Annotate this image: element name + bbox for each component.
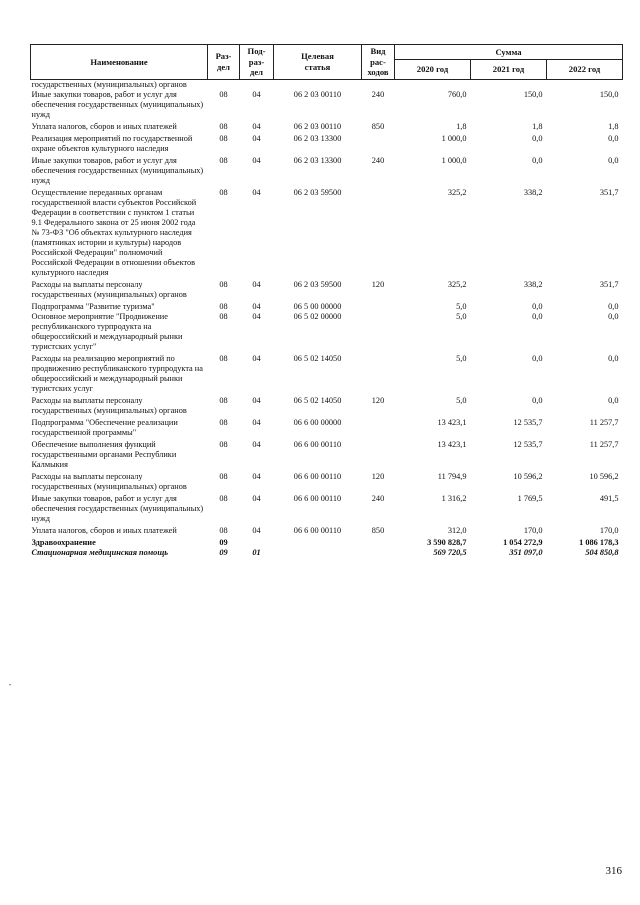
cell-name: Расходы на реализацию мероприятий по продвижению республиканского турпродукта на общероссийский и международный рынки туристских услуг [31, 353, 203, 393]
cell-sum-2021: 0,0 [532, 311, 543, 321]
cell-sum-2020: 5,0 [456, 353, 467, 363]
header-vid: Вид рас- ходов [362, 45, 395, 80]
cell-sum-2020: 1 000,0 [441, 133, 467, 143]
table-row [31, 354, 623, 396]
table-row [31, 538, 623, 548]
cell-sum-2022: 170,0 [599, 525, 619, 535]
cell-sum-2021: 338,2 [523, 187, 543, 197]
cell-name: Иные закупки товаров, работ и услуг для обеспечения государственных (муниципальных) нужд [31, 493, 204, 523]
cell-razdel: 08 [219, 311, 228, 321]
cell-target: 06 2 03 59500 [293, 279, 342, 289]
cell-sum-2021: 12 535,7 [513, 439, 543, 449]
cell-vid [362, 440, 395, 472]
cell-podrazdel: 04 [252, 311, 261, 321]
cell-sum-2022: 11 257,7 [589, 417, 619, 427]
cell-sum-2020: 569 720,5 [433, 547, 467, 557]
cell-podrazdel: 04 [252, 395, 261, 405]
cell-razdel: 09 [219, 537, 228, 547]
table-row [31, 472, 623, 494]
cell-podrazdel: 04 [252, 417, 261, 427]
cell-name: Здравоохранение [31, 537, 96, 547]
cell-name: Реализация мероприятий по государственной охране объектов культурного наследия [31, 133, 193, 153]
cell-sum-2020: 312,0 [447, 525, 467, 535]
table-row [31, 312, 623, 354]
cell-vid: 850 [371, 525, 385, 535]
cell-podrazdel [240, 79, 274, 90]
header-year-2021: 2021 год [471, 60, 547, 80]
cell-sum-2021: 0,0 [532, 133, 543, 143]
cell-name: Осуществление переданных органам государственной власти субъектов Российской Федерации в соответствии с пунктом 1 статьи 9.1 Федерального закона от 25 июня 2002 года № 73-ФЗ "Об объектах культурного наследия (памятниках истории и культуры) народов Российской Федерации" полномочий Российской Федерации в отношении объектов культурного наследия [31, 187, 197, 277]
cell-sum-2020: 760,0 [447, 89, 467, 99]
cell-name: Расходы на выплаты персоналу государственных (муниципальных) органов [31, 279, 187, 299]
cell-target: 06 2 03 00110 [293, 121, 342, 131]
cell-target: 06 2 03 13300 [293, 133, 342, 143]
cell-target: 06 2 03 00110 [293, 89, 342, 99]
cell-vid [362, 312, 395, 354]
cell-sum-2021 [471, 79, 547, 90]
cell-sum-2022: 1,8 [608, 121, 619, 131]
cell-sum-2020 [395, 79, 471, 90]
cell-razdel [208, 79, 240, 90]
cell-sum-2021: 10 596,2 [513, 471, 543, 481]
table-row [31, 396, 623, 418]
table-row [31, 156, 623, 188]
cell-podrazdel [240, 538, 274, 548]
cell-vid [362, 538, 395, 548]
header-year-2020: 2020 год [395, 60, 471, 80]
cell-target: 06 6 00 00110 [293, 471, 342, 481]
cell-target: 06 5 02 14050 [293, 395, 342, 405]
cell-sum-2021: 170,0 [523, 525, 543, 535]
cell-podrazdel: 04 [252, 89, 261, 99]
cell-name: Иные закупки товаров, работ и услуг для обеспечения государственных (муниципальных) нужд [31, 155, 204, 185]
cell-target [274, 548, 362, 560]
cell-podrazdel: 04 [252, 439, 261, 449]
table-row [31, 280, 623, 302]
cell-vid: 240 [371, 155, 385, 165]
cell-razdel: 08 [219, 155, 228, 165]
cell-sum-2022: 11 257,7 [589, 439, 619, 449]
cell-target: 06 6 00 00110 [293, 439, 342, 449]
cell-name: Подпрограмма "Обеспечение реализации государственной программы" [31, 417, 178, 437]
cell-target [274, 79, 362, 90]
table-row [31, 79, 623, 90]
cell-podrazdel: 01 [252, 547, 261, 557]
cell-vid [362, 418, 395, 440]
cell-podrazdel: 04 [252, 133, 261, 143]
cell-sum-2020: 13 423,1 [437, 417, 467, 427]
cell-sum-2020: 1 316,2 [441, 493, 467, 503]
cell-razdel: 08 [219, 439, 228, 449]
cell-sum-2021: 150,0 [523, 89, 543, 99]
cell-sum-2022: 0,0 [608, 395, 619, 405]
cell-sum-2022: 1 086 178,3 [579, 537, 619, 547]
scan-speck: • [9, 683, 12, 689]
header-podrazdel: Под- раз- дел [240, 45, 274, 80]
cell-name: Иные закупки товаров, работ и услуг для обеспечения государственных (муниципальных) нужд [31, 89, 204, 119]
cell-sum-2022: 491,5 [599, 493, 619, 503]
cell-sum-2021: 0,0 [532, 155, 543, 165]
cell-razdel: 08 [219, 89, 228, 99]
cell-razdel: 08 [219, 301, 228, 311]
cell-sum-2022: 10 596,2 [589, 471, 619, 481]
cell-razdel: 08 [219, 417, 228, 427]
cell-sum-2020: 325,2 [447, 279, 467, 289]
cell-razdel: 08 [219, 133, 228, 143]
cell-razdel: 08 [219, 493, 228, 503]
cell-podrazdel: 04 [252, 187, 261, 197]
cell-razdel: 08 [219, 121, 228, 131]
cell-sum-2021: 1,8 [532, 121, 543, 131]
header-year-2022: 2022 год [547, 60, 623, 80]
cell-podrazdel: 04 [252, 155, 261, 165]
cell-sum-2022: 0,0 [608, 353, 619, 363]
cell-sum-2020: 5,0 [456, 395, 467, 405]
table-row [31, 494, 623, 526]
cell-sum-2020: 5,0 [456, 301, 467, 311]
cell-sum-2020: 1,8 [456, 121, 467, 131]
cell-sum-2020: 3 590 828,7 [427, 537, 467, 547]
header-sum: Сумма [395, 45, 623, 60]
cell-target: 06 6 00 00110 [293, 525, 342, 535]
cell-target: 06 6 00 00000 [293, 417, 342, 427]
cell-razdel: 08 [219, 353, 228, 363]
header-name: Наименование [31, 45, 208, 80]
cell-razdel: 08 [219, 395, 228, 405]
cell-vid: 240 [371, 89, 385, 99]
budget-table-sheet [30, 44, 622, 560]
cell-name: Основное мероприятие "Продвижение республиканского турпродукта на общероссийский и международный рынки туристских услуг" [31, 311, 183, 351]
cell-sum-2022: 0,0 [608, 311, 619, 321]
cell-podrazdel: 04 [252, 471, 261, 481]
cell-name: Обеспечение выполнения функций государственными органами Республики Калмыкия [31, 439, 177, 469]
cell-razdel: 08 [219, 279, 228, 289]
cell-name: Расходы на выплаты персоналу государственных (муниципальных) органов [31, 395, 187, 415]
cell-sum-2022: 504 850,8 [585, 547, 619, 557]
header-razdel: Раз- дел [208, 45, 240, 80]
cell-target: 06 2 03 59500 [293, 187, 342, 197]
table-row [31, 526, 623, 538]
cell-target: 06 6 00 00110 [293, 493, 342, 503]
cell-podrazdel: 04 [252, 301, 261, 311]
cell-name: Подпрограмма "Развитие туризма" [31, 301, 155, 311]
cell-sum-2022 [547, 79, 623, 90]
cell-podrazdel: 04 [252, 353, 261, 363]
cell-podrazdel: 04 [252, 279, 261, 289]
cell-sum-2020: 13 423,1 [437, 439, 467, 449]
cell-sum-2022: 351,7 [599, 187, 619, 197]
header-target: Целевая статья [274, 45, 362, 80]
cell-sum-2021: 0,0 [532, 301, 543, 311]
table-header [31, 45, 623, 80]
cell-sum-2020: 5,0 [456, 311, 467, 321]
cell-vid: 120 [371, 471, 385, 481]
cell-vid: 120 [371, 395, 385, 405]
cell-sum-2020: 325,2 [447, 187, 467, 197]
cell-name: государственных (муниципальных) органов [31, 79, 187, 89]
cell-sum-2021: 1 054 272,9 [503, 537, 543, 547]
cell-target: 06 5 02 14050 [293, 353, 342, 363]
cell-target: 06 5 00 00000 [293, 301, 342, 311]
cell-razdel: 09 [219, 547, 228, 557]
cell-sum-2021: 351 097,0 [509, 547, 543, 557]
cell-sum-2021: 1 769,5 [517, 493, 543, 503]
table-row [31, 134, 623, 156]
cell-vid [362, 188, 395, 280]
cell-sum-2022: 150,0 [599, 89, 619, 99]
cell-sum-2021: 12 535,7 [513, 417, 543, 427]
cell-vid: 240 [371, 493, 385, 503]
cell-vid [362, 134, 395, 156]
cell-vid: 120 [371, 279, 385, 289]
table-row [31, 440, 623, 472]
cell-name: Уплата налогов, сборов и иных платежей [31, 525, 177, 535]
cell-sum-2020: 11 794,9 [437, 471, 467, 481]
cell-vid [362, 302, 395, 312]
cell-name: Уплата налогов, сборов и иных платежей [31, 121, 177, 131]
cell-podrazdel: 04 [252, 121, 261, 131]
cell-sum-2021: 338,2 [523, 279, 543, 289]
table-row [31, 548, 623, 560]
cell-sum-2021: 0,0 [532, 395, 543, 405]
cell-vid: 850 [371, 121, 385, 131]
cell-sum-2022: 0,0 [608, 301, 619, 311]
cell-podrazdel: 04 [252, 493, 261, 503]
cell-name: Расходы на выплаты персоналу государственных (муниципальных) органов [31, 471, 187, 491]
table-row [31, 302, 623, 312]
cell-vid [362, 548, 395, 560]
cell-target [274, 538, 362, 548]
cell-sum-2020: 1 000,0 [441, 155, 467, 165]
table-row [31, 418, 623, 440]
table-body [31, 79, 623, 560]
cell-vid [362, 79, 395, 90]
cell-sum-2022: 0,0 [608, 133, 619, 143]
cell-sum-2021: 0,0 [532, 353, 543, 363]
table-row [31, 122, 623, 134]
cell-podrazdel: 04 [252, 525, 261, 535]
cell-vid [362, 354, 395, 396]
table-row [31, 188, 623, 280]
table-row [31, 90, 623, 122]
cell-target: 06 5 02 00000 [293, 311, 342, 321]
cell-name: Стационарная медицинская помощь [31, 547, 169, 557]
cell-razdel: 08 [219, 471, 228, 481]
cell-razdel: 08 [219, 187, 228, 197]
cell-razdel: 08 [219, 525, 228, 535]
cell-sum-2022: 0,0 [608, 155, 619, 165]
cell-target: 06 2 03 13300 [293, 155, 342, 165]
page-number: 316 [605, 865, 622, 877]
budget-table [30, 44, 623, 560]
cell-sum-2022: 351,7 [599, 279, 619, 289]
